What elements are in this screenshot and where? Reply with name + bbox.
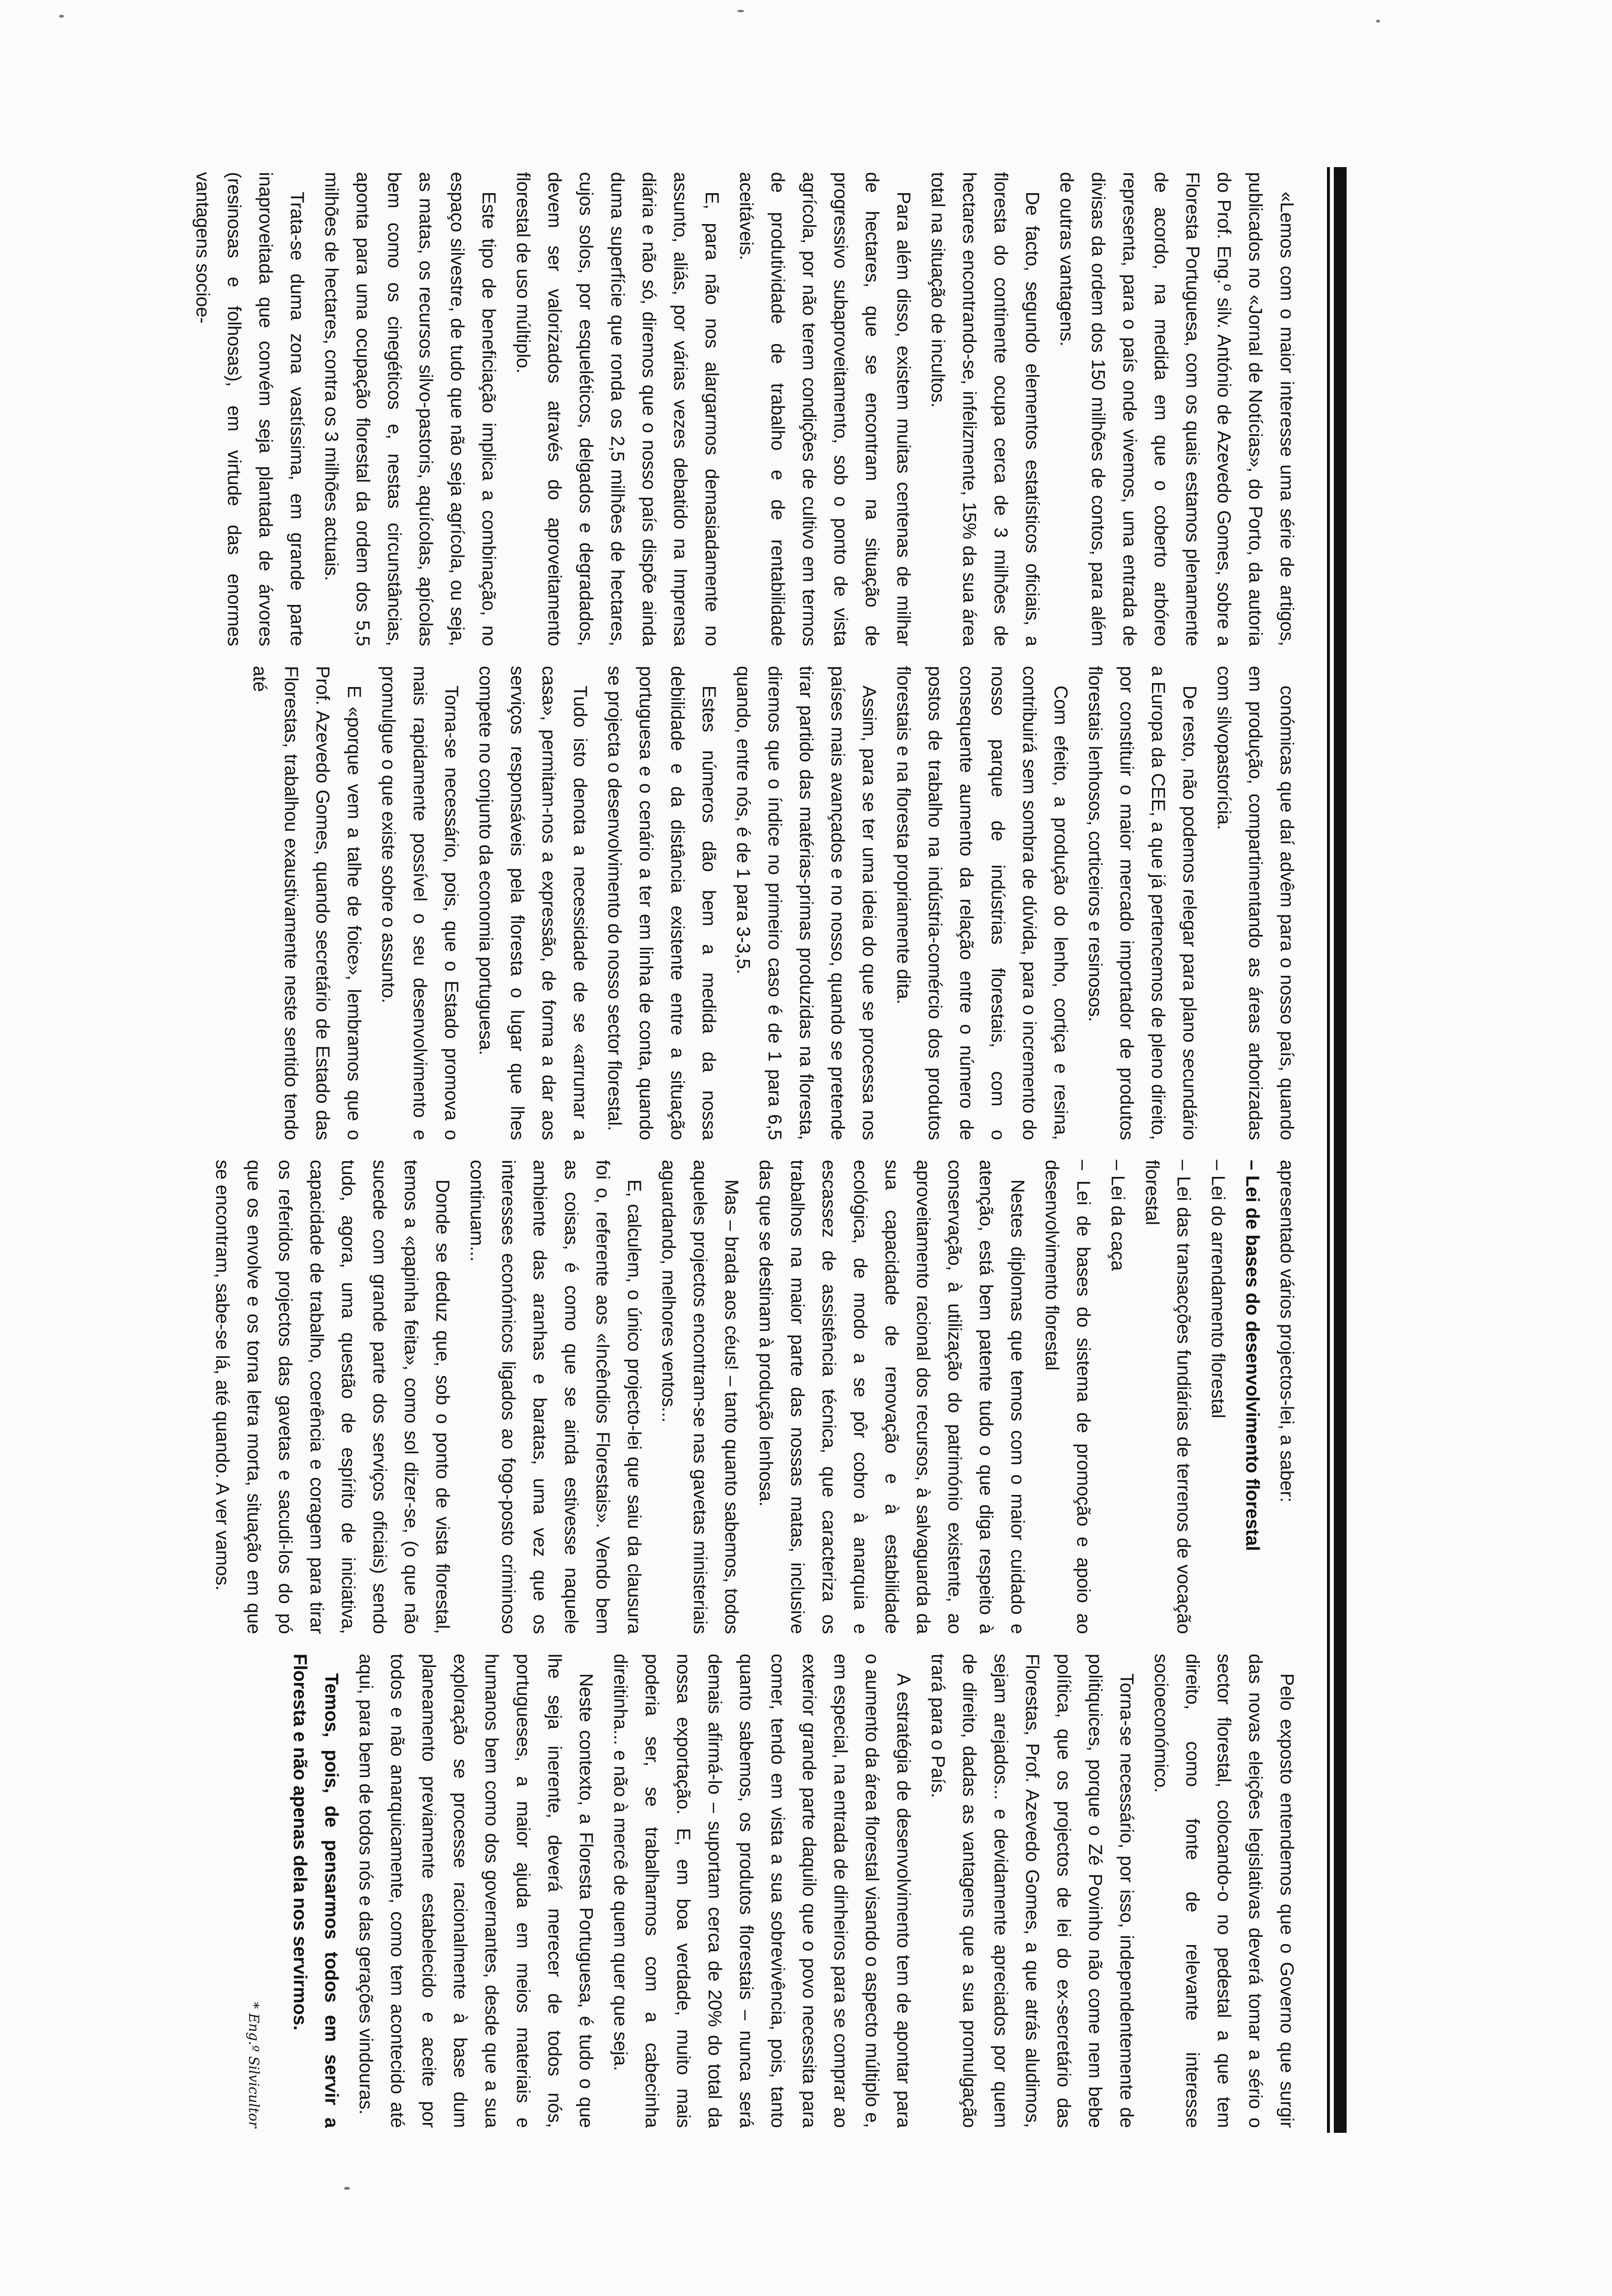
paragraph: Tudo isto denota a necessidade de se «arrumar a casa», permitam-nos a expressão, de forma a dar aos serviços responsáveis pela floresta o lugar que lhes compete no conjunto da economia portuguesa. xyxy=(475,666,590,1140)
paragraph: Nestes diplomas que temos com o maior cuidado e atenção, está bem patente tudo o que diga respeito à conservação, à utilização do património existente, ao aproveitamento racional dos recursos, à salvaguarda da sua capacidade de renovação e à estabilidade ecológica, de modo a se pôr cobro à anarquia e escassez de assistência técnica, que caracteriza os trabalhos na maior parte das nossas matas, inclusive das que se destinam à produção lenhosa. xyxy=(755,1160,1028,1634)
scan-speck xyxy=(1376,20,1380,23)
paragraph: Assim, para se ter uma ideia do que se processa nos países mais avançados e no nosso, quando se pretende tirar partido das matérias-primas produzidas na floresta, diremos que o índice no primeiro caso é de 1 para 6,5 quando, entre nós, é de 1 para 3-3,5. xyxy=(733,666,879,1140)
paragraph: E «porque vem a talhe de foice», lembramos que o Prof. Azevedo Gomes, quando secretário de Estado das Florestas, trabalhou exaustivamente neste sentido tendo até xyxy=(249,666,364,1140)
paragraph: apresentado vários projectos-lei, a saber: xyxy=(1276,1160,1297,1503)
paragraph: Trata-se duma zona vastíssima, em grande parte inaproveitada que convém seja plantada de árvores (resinosas e folhosas), em virtude das enormes vantagens socioe- xyxy=(192,172,307,646)
list-item: – Lei das transacções fundiárias de terrenos de vocação florestal xyxy=(1142,1160,1194,1634)
scan-speck xyxy=(737,10,744,12)
paragraph: E, calculem, o único projecto-lei que saiu da clausura foi o, referente aos «Incêndios Florestais». Vendo bem as coisas, é como que se ainda estivesse naquele ambiente das aranhas e baratas, uma vez que os interesses económicos ligados ao fogo-posto criminoso continuam... xyxy=(466,1160,644,1634)
list-item: – Lei da caça xyxy=(1107,1160,1128,1271)
paragraph: Com efeito, a produção do lenho, cortiça e resina, contribuirá sem sombra de dúvida, para o incremento do nosso parque de indústrias florestais, com o consequente aumento da relação entre o número de postos de trabalho na indústria-comércio dos produtos florestais e na floresta propriamente dita. xyxy=(893,666,1071,1140)
paragraph: conómicas que daí advêm para o nosso país, quando em produção, compartimentando as áreas arborizadas com silvopastorícia. xyxy=(1213,666,1297,1140)
paragraph: Neste contexto, a Floresta Portuguesa, é tudo o que lhe seja inerente, deverá merecer de todos nós, portugueses, a maior ajuda em meios materiais e humanos bem como dos governantes, desde que a sua exploração se processe racionalmente à base dum planeamento previamente estabelecido e aceite por todos e não anarquicamente, como tem acontecido até aqui, para bem de todos nós e das gerações vindouras. xyxy=(355,1654,596,2128)
list-item: – Lei de bases do desenvolvimento florestal xyxy=(1242,1160,1263,1551)
paragraph: Estes números dão bem a medida da nossa debilidade e da distância existente entre a situação portuguesa e o cenário a ter em linha de conta, quando se projecta o desenvolvimento do nosso sector florestal. xyxy=(604,666,719,1140)
column-1 xyxy=(192,172,1302,646)
header-rule-thick xyxy=(1334,167,1347,2133)
paragraph: Pelo exposto entendemos que o Governo que surgir das novas eleições legislativas deverá tomar a sério o sector florestal, colocando-o no pedestal a que tem direito, como fonte de relevante interesse socioeconómico. xyxy=(1151,1654,1297,2128)
header-rule-thin xyxy=(1327,167,1330,2133)
paragraph: Torna-se necessário, por isso, independentemente de politiquices, porque o Zé Povinho não come nem bebe política, que os projectos de lei do ex-secretário das Florestas, Prof. Azevedo Gomes, a que atrás aludimos, sejam arejados... e devidamente apreciados por quem de direito, dadas as vantagens que a sua promulgação trará para o País. xyxy=(927,1654,1137,2128)
article-columns xyxy=(192,172,1302,2128)
column-3 xyxy=(212,1160,1302,1634)
scan-speck xyxy=(59,15,64,18)
author-signature: * Eng.º Silvicultor xyxy=(246,2002,262,2128)
paragraph: Para além disso, existem muitas centenas de milhar de hectares, que se encontram na situação de progressivo subaproveitamento, sob o ponto de vista agrícola, por não terem condições de cultivo em termos de produtividade de trabalho e de rentabilidade aceitáveis. xyxy=(736,172,914,646)
paragraph: Este tipo de beneficiação implica a combinação, no espaço silvestre, de tudo que não seja agrícola, ou seja, as matas, os recursos silvo-pastoris, aquícolas, apícolas bem como os cinegéticos e, nestas circunstâncias, aponta para uma ocupação florestal da ordem dos 5,5 milhões de hectares, contra os 3 milhões actuais. xyxy=(321,172,499,646)
paragraph: De facto, segundo elementos estatísticos oficiais, a floresta do continente ocupa cerca de 3 milhões de hectares encontrando-se, infelizmente, 15% da sua área total na situação de incultos. xyxy=(927,172,1042,646)
list-item: – Lei de bases do sistema de promoção e apoio ao desenvolvimento florestal xyxy=(1041,1160,1094,1634)
paragraph: Donde se deduz que, sob o ponto de vista florestal, temos a «papinha feita», como sol dizer-se, (o que não sucede com grande parte dos serviços oficiais) sendo tudo, agora, uma questão de espírito de iniciativa, capacidade de trabalho, coerência e coragem para tirar os referidos projectos das gavetas e sacudi-los do pó que os envolve e os torna letra morta, situação em que se encontram, sabe-se lá, até quando. A ver vamos. xyxy=(212,1160,453,1634)
paragraph: E, para não nos alargarmos demasiadamente no assunto, aliás, por várias vezes debatido na Imprensa diária e não só, diremos que o nosso país dispõe ainda duma superfície que ronda os 2,5 milhões de hectares, cujos solos, por esqueléticos, delgados e degradados, devem ser valorizados através do aproveitamento florestal de uso múltiplo. xyxy=(513,172,722,646)
paragraph: Torna-se necessário, pois, que o Estado promova o mais rapidamente possível o seu desenvolvimento e promulgue o que existe sobre o assunto. xyxy=(378,666,461,1140)
column-2 xyxy=(249,666,1302,1140)
paragraph: Mas – brada aos céus! – tanto quanto sabemos, todos aqueles projectos encontram-se nas gavetas ministeriais aguardando, melhores ventos... xyxy=(658,1160,742,1634)
paragraph: A estratégia de desenvolvimento tem de apontar para o aumento da área florestal visando o aspecto múltiplo e, em especial, na entrada de dinheiros para se comprar ao exterior grande parte daquilo que o povo necessita para comer, tendo em vista a sua sobrevivência, pois, tanto quanto sabemos, os produtos florestais – nunca será demais afirmá-lo – suportam cerca de 20% do total da nossa exportação. E, em boa verdade, muito mais poderia ser, se trabalharmos com a cabecinha direitinha... e não à mercê de quem quer que seja. xyxy=(610,1654,914,2128)
list-item: – Lei do arrendamento florestal xyxy=(1208,1160,1228,1418)
scan-speck xyxy=(344,2187,350,2190)
paragraph: De resto, não podemos relegar para plano secundário a Europa da CEE, a que já pertencemos de pleno direito, por constituir o maior mercado importador de produtos florestais lenhosos, corticeiros e resinosos. xyxy=(1085,666,1200,1140)
paragraph: Temos, pois, de pensarmos todos em servir a Floresta e não apenas dela nos servirmos. xyxy=(289,1654,342,2128)
rotated-article xyxy=(192,167,1347,2133)
column-4 xyxy=(246,1654,1302,2128)
paragraph: «Lemos com o maior interesse uma série de artigos, publicados no «Jornal de Notícias», do Porto, da autoria do Prof. Eng.º silv. António de Azevedo Gomes, sobre a Floresta Portuguesa, com os quais estamos plenamente de acordo, na medida em que o coberto arbóreo representa, para o país onde vivemos, uma entrada de divisas da ordem dos 150 milhões de contos, para além de outras vantagens. xyxy=(1056,172,1297,646)
